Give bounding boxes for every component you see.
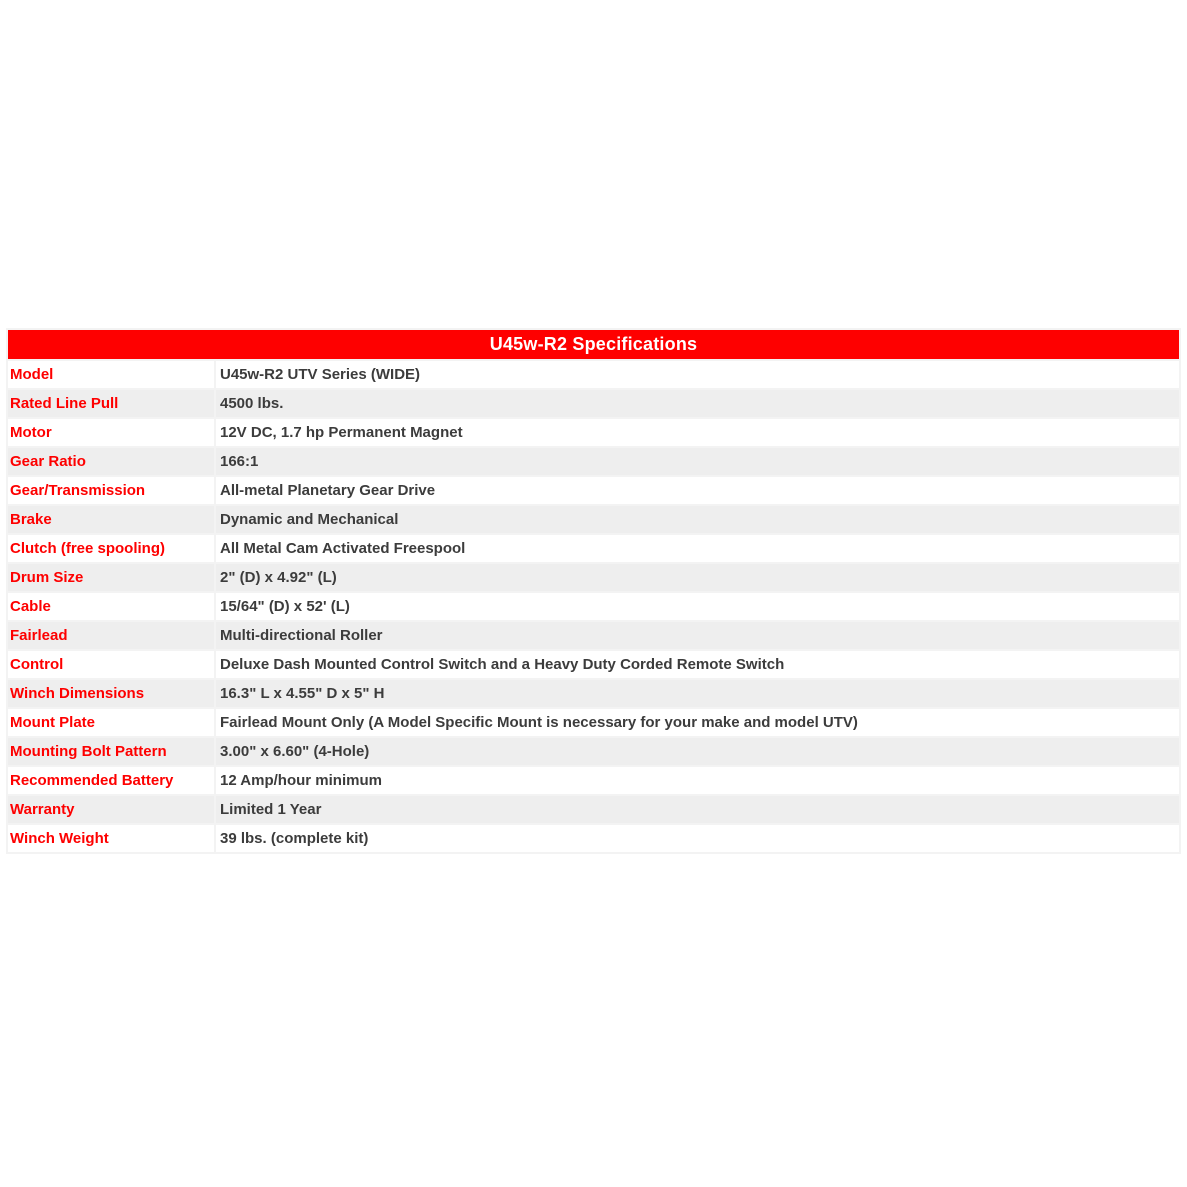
spec-value: Fairlead Mount Only (A Model Specific Mount is necessary for your make and model UTV) (216, 709, 1179, 736)
spec-label: Drum Size (8, 564, 214, 591)
spec-value: Limited 1 Year (216, 796, 1179, 823)
spec-label: Winch Weight (8, 825, 214, 852)
spec-table-body (8, 361, 1179, 852)
spec-row (8, 593, 1179, 620)
spec-row (8, 564, 1179, 591)
spec-label: Model (8, 361, 214, 388)
spec-label: Gear/Transmission (8, 477, 214, 504)
spec-value: 16.3" L x 4.55" D x 5" H (216, 680, 1179, 707)
spec-value: 3.00" x 6.60" (4-Hole) (216, 738, 1179, 765)
spec-label: Brake (8, 506, 214, 533)
spec-label: Gear Ratio (8, 448, 214, 475)
spec-row (8, 506, 1179, 533)
spec-label: Cable (8, 593, 214, 620)
spec-row (8, 825, 1179, 852)
spec-value: All Metal Cam Activated Freespool (216, 535, 1179, 562)
spec-value: Multi-directional Roller (216, 622, 1179, 649)
spec-row (8, 448, 1179, 475)
spec-value: 15/64" (D) x 52' (L) (216, 593, 1179, 620)
spec-table-header-row (8, 330, 1179, 359)
spec-value: Deluxe Dash Mounted Control Switch and a Heavy Duty Corded Remote Switch (216, 651, 1179, 678)
spec-label: Mount Plate (8, 709, 214, 736)
spec-value: 12V DC, 1.7 hp Permanent Magnet (216, 419, 1179, 446)
spec-value: 12 Amp/hour minimum (216, 767, 1179, 794)
spec-row (8, 419, 1179, 446)
spec-row (8, 709, 1179, 736)
spec-label: Winch Dimensions (8, 680, 214, 707)
spec-row (8, 738, 1179, 765)
spec-row (8, 535, 1179, 562)
spec-label: Mounting Bolt Pattern (8, 738, 214, 765)
spec-label: Fairlead (8, 622, 214, 649)
spec-row (8, 680, 1179, 707)
spec-table (6, 328, 1181, 854)
spec-row (8, 622, 1179, 649)
spec-label: Control (8, 651, 214, 678)
spec-value: 39 lbs. (complete kit) (216, 825, 1179, 852)
spec-row (8, 651, 1179, 678)
spec-row (8, 390, 1179, 417)
spec-table-title: U45w-R2 Specifications (8, 330, 1179, 359)
spec-value: 4500 lbs. (216, 390, 1179, 417)
spec-label: Clutch (free spooling) (8, 535, 214, 562)
spec-value: Dynamic and Mechanical (216, 506, 1179, 533)
spec-label: Warranty (8, 796, 214, 823)
spec-value: All-metal Planetary Gear Drive (216, 477, 1179, 504)
spec-label: Recommended Battery (8, 767, 214, 794)
spec-label: Rated Line Pull (8, 390, 214, 417)
spec-value: U45w-R2 UTV Series (WIDE) (216, 361, 1179, 388)
spec-row (8, 767, 1179, 794)
spec-value: 2" (D) x 4.92" (L) (216, 564, 1179, 591)
spec-label: Motor (8, 419, 214, 446)
spec-row (8, 361, 1179, 388)
spec-table-header (8, 330, 1179, 359)
spec-row (8, 477, 1179, 504)
spec-row (8, 796, 1179, 823)
spec-value: 166:1 (216, 448, 1179, 475)
